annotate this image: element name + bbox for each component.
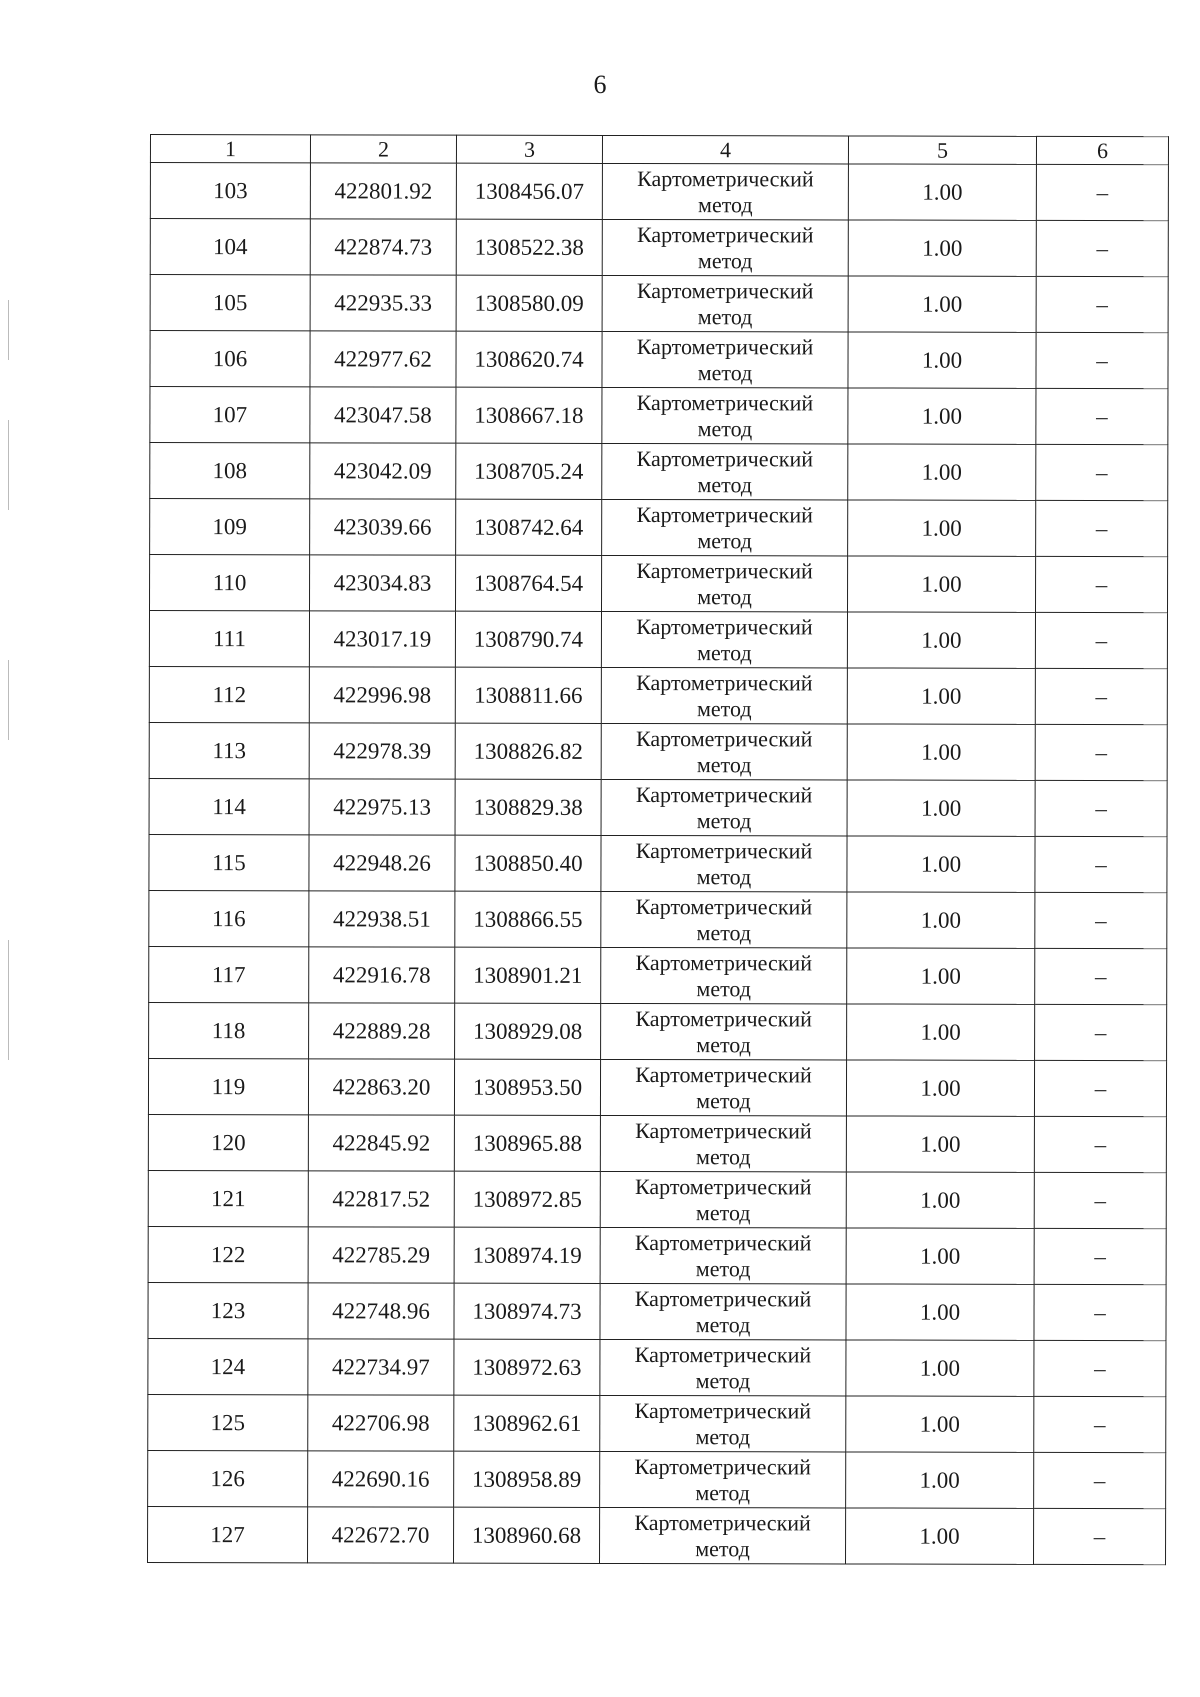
note-cell: – — [1035, 612, 1167, 668]
accuracy-cell: 1.00 — [847, 892, 1035, 948]
accuracy-cell: 1.00 — [846, 1172, 1034, 1228]
accuracy-cell: 1.00 — [848, 388, 1036, 444]
accuracy-cell: 1.00 — [846, 1396, 1034, 1452]
method-line-1: Картометрический — [637, 221, 814, 247]
method-line-1: Картометрический — [636, 669, 813, 695]
method-line-2: метод — [696, 695, 752, 721]
method-cell — [601, 891, 847, 948]
note-cell: – — [1034, 1060, 1166, 1116]
point-number-cell: 116 — [149, 890, 309, 946]
x-coordinate-cell: 422672.70 — [308, 1507, 454, 1563]
page-number: 6 — [593, 70, 607, 99]
method-line-1: Картометрический — [635, 1005, 812, 1031]
method-line-2: метод — [697, 247, 753, 273]
y-coordinate-cell: 1308972.85 — [454, 1171, 600, 1227]
method-line-1: Картометрический — [635, 893, 813, 919]
y-coordinate-cell: 1308866.55 — [455, 891, 601, 947]
method-line-2: метод — [696, 975, 752, 1001]
table-row — [149, 946, 1167, 1004]
point-number-cell: 114 — [149, 778, 309, 834]
accuracy-cell: 1.00 — [848, 220, 1036, 276]
y-coordinate-cell: 1308901.21 — [455, 947, 601, 1003]
accuracy-cell: 1.00 — [847, 836, 1035, 892]
method-line-2: метод — [696, 807, 752, 833]
method-cell — [600, 1227, 846, 1284]
note-cell: – — [1035, 1004, 1167, 1060]
note-cell: – — [1034, 1340, 1166, 1396]
y-coordinate-cell: 1308826.82 — [455, 723, 601, 779]
method-line-1: Картометрический — [635, 1061, 812, 1087]
note-cell: – — [1036, 500, 1168, 556]
method-cell — [600, 1339, 846, 1396]
method-cell — [601, 1003, 847, 1060]
note-cell: – — [1035, 724, 1167, 780]
table-row — [148, 1226, 1166, 1284]
accuracy-cell: 1.00 — [847, 668, 1035, 724]
note-cell: – — [1036, 332, 1168, 388]
point-number-cell: 122 — [148, 1226, 308, 1282]
accuracy-cell: 1.00 — [846, 1116, 1034, 1172]
note-cell: – — [1035, 948, 1167, 1004]
column-header: 6 — [1036, 136, 1168, 164]
note-cell: – — [1034, 1396, 1166, 1452]
method-line-2: метод — [697, 359, 753, 385]
method-line-2: метод — [695, 1479, 750, 1505]
method-line-1: Картометрический — [635, 725, 813, 751]
accuracy-cell: 1.00 — [848, 332, 1036, 388]
y-coordinate-cell: 1308522.38 — [456, 219, 602, 275]
point-number-cell: 112 — [149, 666, 309, 722]
note-cell: – — [1034, 1508, 1166, 1564]
x-coordinate-cell: 422801.92 — [310, 163, 456, 219]
y-coordinate-cell: 1308965.88 — [454, 1115, 600, 1171]
accuracy-cell: 1.00 — [846, 1340, 1034, 1396]
method-line-1: Картометрический — [635, 781, 813, 807]
y-coordinate-cell: 1308790.74 — [455, 611, 601, 667]
note-cell: – — [1036, 220, 1168, 276]
y-coordinate-cell: 1308929.08 — [455, 1003, 601, 1059]
method-line-1: Картометрический — [636, 277, 814, 303]
method-line-2: метод — [695, 1199, 751, 1225]
method-cell — [602, 219, 848, 276]
column-header: 2 — [310, 135, 456, 163]
method-line-1: Картометрический — [636, 445, 814, 471]
method-line-2: метод — [695, 1367, 751, 1393]
x-coordinate-cell: 422938.51 — [309, 891, 455, 947]
note-cell: – — [1036, 444, 1168, 500]
method-cell — [600, 1395, 846, 1452]
method-line-2: метод — [697, 471, 753, 497]
accuracy-cell: 1.00 — [848, 276, 1036, 332]
point-number-cell: 119 — [148, 1058, 308, 1114]
y-coordinate-cell: 1308953.50 — [454, 1059, 600, 1115]
point-number-cell: 125 — [148, 1394, 308, 1450]
x-coordinate-cell: 422916.78 — [309, 947, 455, 1003]
method-line-1: Картометрический — [636, 557, 813, 583]
column-header: 3 — [456, 135, 602, 163]
point-number-cell: 109 — [150, 499, 310, 555]
note-cell: – — [1035, 780, 1167, 836]
y-coordinate-cell: 1308764.54 — [456, 555, 602, 611]
x-coordinate-cell: 422935.33 — [310, 275, 456, 331]
scan-margin-marks — [8, 300, 12, 1200]
x-coordinate-cell: 422817.52 — [308, 1171, 454, 1227]
accuracy-cell: 1.00 — [846, 1284, 1034, 1340]
table-row — [148, 1282, 1166, 1340]
table-row — [148, 1450, 1166, 1508]
method-line-2: метод — [696, 1143, 751, 1169]
method-line-1: Картометрический — [635, 1173, 812, 1199]
note-cell: – — [1035, 836, 1167, 892]
point-number-cell: 113 — [149, 722, 309, 778]
accuracy-cell: 1.00 — [847, 1004, 1035, 1060]
table-header-row — [150, 135, 1168, 165]
x-coordinate-cell: 422690.16 — [308, 1451, 454, 1507]
y-coordinate-cell: 1308962.61 — [454, 1395, 600, 1451]
note-cell: – — [1034, 1172, 1166, 1228]
method-line-1: Картометрический — [636, 613, 813, 639]
table-row — [149, 778, 1167, 836]
note-cell: – — [1034, 1116, 1166, 1172]
point-number-cell: 117 — [149, 946, 309, 1002]
method-line-1: Картометрический — [634, 1453, 811, 1479]
method-cell — [601, 835, 847, 892]
accuracy-cell: 1.00 — [846, 1508, 1034, 1564]
method-line-2: метод — [696, 863, 752, 889]
x-coordinate-cell: 423047.58 — [310, 387, 456, 443]
x-coordinate-cell: 422706.98 — [308, 1395, 454, 1451]
method-line-1: Картометрический — [637, 165, 814, 191]
method-line-2: метод — [696, 1031, 751, 1057]
accuracy-cell: 1.00 — [848, 164, 1036, 220]
method-line-2: метод — [695, 1255, 751, 1281]
y-coordinate-cell: 1308742.64 — [456, 499, 602, 555]
coordinates-table-body — [148, 135, 1169, 1565]
method-line-1: Картометрический — [634, 1285, 812, 1311]
note-cell: – — [1036, 556, 1168, 612]
x-coordinate-cell: 422889.28 — [309, 1003, 455, 1059]
method-line-2: метод — [696, 919, 752, 945]
method-line-1: Картометрический — [636, 389, 814, 415]
x-coordinate-cell: 422975.13 — [309, 779, 455, 835]
accuracy-cell: 1.00 — [848, 500, 1036, 556]
y-coordinate-cell: 1308974.73 — [454, 1283, 600, 1339]
column-header: 1 — [150, 135, 310, 163]
method-line-1: Картометрический — [636, 501, 813, 527]
method-line-1: Картометрический — [635, 837, 813, 863]
y-coordinate-cell: 1308850.40 — [455, 835, 601, 891]
point-number-cell: 120 — [148, 1114, 308, 1170]
note-cell: – — [1034, 1452, 1166, 1508]
method-cell — [600, 1451, 846, 1508]
method-line-2: метод — [697, 527, 752, 553]
table-row — [148, 1114, 1166, 1172]
method-line-2: метод — [696, 1087, 751, 1113]
x-coordinate-cell: 422785.29 — [308, 1227, 454, 1283]
table-row — [148, 1058, 1166, 1116]
method-line-1: Картометрический — [634, 1397, 812, 1423]
accuracy-cell: 1.00 — [846, 1452, 1034, 1508]
x-coordinate-cell: 423039.66 — [310, 499, 456, 555]
accuracy-cell: 1.00 — [846, 1228, 1034, 1284]
table-row — [150, 331, 1168, 389]
point-number-cell: 123 — [148, 1282, 308, 1338]
y-coordinate-cell: 1308829.38 — [455, 779, 601, 835]
table-row — [150, 219, 1168, 277]
point-number-cell: 115 — [149, 834, 309, 890]
point-number-cell: 104 — [150, 219, 310, 275]
table-row — [149, 834, 1167, 892]
method-cell — [601, 947, 847, 1004]
method-line-1: Картометрический — [634, 1509, 811, 1535]
y-coordinate-cell: 1308667.18 — [456, 387, 602, 443]
point-number-cell: 121 — [148, 1170, 308, 1226]
x-coordinate-cell: 422948.26 — [309, 835, 455, 891]
table-row — [150, 387, 1168, 445]
x-coordinate-cell: 422874.73 — [310, 219, 456, 275]
accuracy-cell: 1.00 — [846, 1060, 1034, 1116]
point-number-cell: 105 — [150, 275, 310, 331]
method-line-2: метод — [695, 1311, 751, 1337]
method-line-2: метод — [697, 639, 752, 665]
y-coordinate-cell: 1308620.74 — [456, 331, 602, 387]
method-line-2: метод — [695, 1535, 750, 1561]
y-coordinate-cell: 1308960.68 — [454, 1507, 600, 1563]
note-cell: – — [1036, 276, 1168, 332]
x-coordinate-cell: 423042.09 — [310, 443, 456, 499]
method-cell — [602, 275, 848, 332]
method-cell — [600, 1171, 846, 1228]
point-number-cell: 106 — [150, 331, 310, 387]
table-row — [148, 1506, 1166, 1564]
note-cell: – — [1034, 1228, 1166, 1284]
table-row — [148, 1338, 1166, 1396]
method-cell — [602, 443, 848, 500]
y-coordinate-cell: 1308974.19 — [454, 1227, 600, 1283]
method-cell — [601, 611, 847, 668]
column-header: 5 — [848, 136, 1036, 164]
method-line-1: Картометрический — [634, 1341, 812, 1367]
point-number-cell: 126 — [148, 1450, 308, 1506]
coordinates-table — [147, 134, 1169, 1565]
table-row — [149, 1002, 1167, 1060]
note-cell: – — [1035, 668, 1167, 724]
note-cell: – — [1036, 164, 1168, 220]
note-cell: – — [1035, 892, 1167, 948]
point-number-cell: 107 — [150, 387, 310, 443]
method-cell — [602, 163, 848, 220]
x-coordinate-cell: 422977.62 — [310, 331, 456, 387]
accuracy-cell: 1.00 — [847, 780, 1035, 836]
point-number-cell: 124 — [148, 1338, 308, 1394]
y-coordinate-cell: 1308972.63 — [454, 1339, 600, 1395]
point-number-cell: 118 — [149, 1002, 309, 1058]
method-line-2: метод — [697, 415, 753, 441]
point-number-cell: 103 — [150, 163, 310, 219]
note-cell: – — [1036, 388, 1168, 444]
table-row — [149, 722, 1167, 780]
x-coordinate-cell: 422748.96 — [308, 1283, 454, 1339]
method-cell — [600, 1059, 846, 1116]
x-coordinate-cell: 422845.92 — [308, 1115, 454, 1171]
method-cell — [600, 1115, 846, 1172]
y-coordinate-cell: 1308958.89 — [454, 1451, 600, 1507]
method-cell — [602, 331, 848, 388]
y-coordinate-cell: 1308580.09 — [456, 275, 602, 331]
table-row — [149, 890, 1167, 948]
table-row — [148, 1394, 1166, 1452]
method-cell — [601, 667, 847, 724]
x-coordinate-cell: 422996.98 — [309, 667, 455, 723]
x-coordinate-cell: 422863.20 — [308, 1059, 454, 1115]
column-header: 4 — [602, 135, 848, 164]
table-row — [149, 611, 1167, 669]
method-cell — [601, 723, 847, 780]
table-row — [150, 163, 1168, 221]
method-line-2: метод — [696, 751, 752, 777]
method-line-2: метод — [697, 583, 752, 609]
table-row — [149, 666, 1167, 724]
accuracy-cell: 1.00 — [848, 556, 1036, 612]
accuracy-cell: 1.00 — [847, 612, 1035, 668]
method-cell — [602, 499, 848, 556]
method-line-2: метод — [695, 1423, 751, 1449]
table-row — [150, 499, 1168, 557]
accuracy-cell: 1.00 — [848, 444, 1036, 500]
table-row — [148, 1170, 1166, 1228]
point-number-cell: 127 — [148, 1506, 308, 1562]
method-cell — [600, 1507, 846, 1564]
accuracy-cell: 1.00 — [847, 948, 1035, 1004]
method-cell — [602, 555, 848, 612]
method-cell — [600, 1283, 846, 1340]
method-cell — [602, 387, 848, 444]
method-line-1: Картометрический — [634, 1229, 812, 1255]
y-coordinate-cell: 1308456.07 — [456, 163, 602, 219]
table-row — [150, 443, 1168, 501]
method-line-1: Картометрический — [635, 1117, 812, 1143]
y-coordinate-cell: 1308705.24 — [456, 443, 602, 499]
x-coordinate-cell: 423034.83 — [310, 555, 456, 611]
point-number-cell: 110 — [150, 555, 310, 611]
point-number-cell: 108 — [150, 443, 310, 499]
method-cell — [601, 779, 847, 836]
note-cell: – — [1034, 1284, 1166, 1340]
y-coordinate-cell: 1308811.66 — [455, 667, 601, 723]
x-coordinate-cell: 422734.97 — [308, 1339, 454, 1395]
method-line-2: метод — [697, 303, 753, 329]
accuracy-cell: 1.00 — [847, 724, 1035, 780]
table-row — [150, 555, 1168, 613]
method-line-1: Картометрический — [636, 333, 814, 359]
method-line-2: метод — [698, 191, 753, 217]
x-coordinate-cell: 423017.19 — [309, 611, 455, 667]
point-number-cell: 111 — [149, 611, 309, 667]
table-row — [150, 275, 1168, 333]
x-coordinate-cell: 422978.39 — [309, 723, 455, 779]
method-line-1: Картометрический — [635, 949, 813, 975]
